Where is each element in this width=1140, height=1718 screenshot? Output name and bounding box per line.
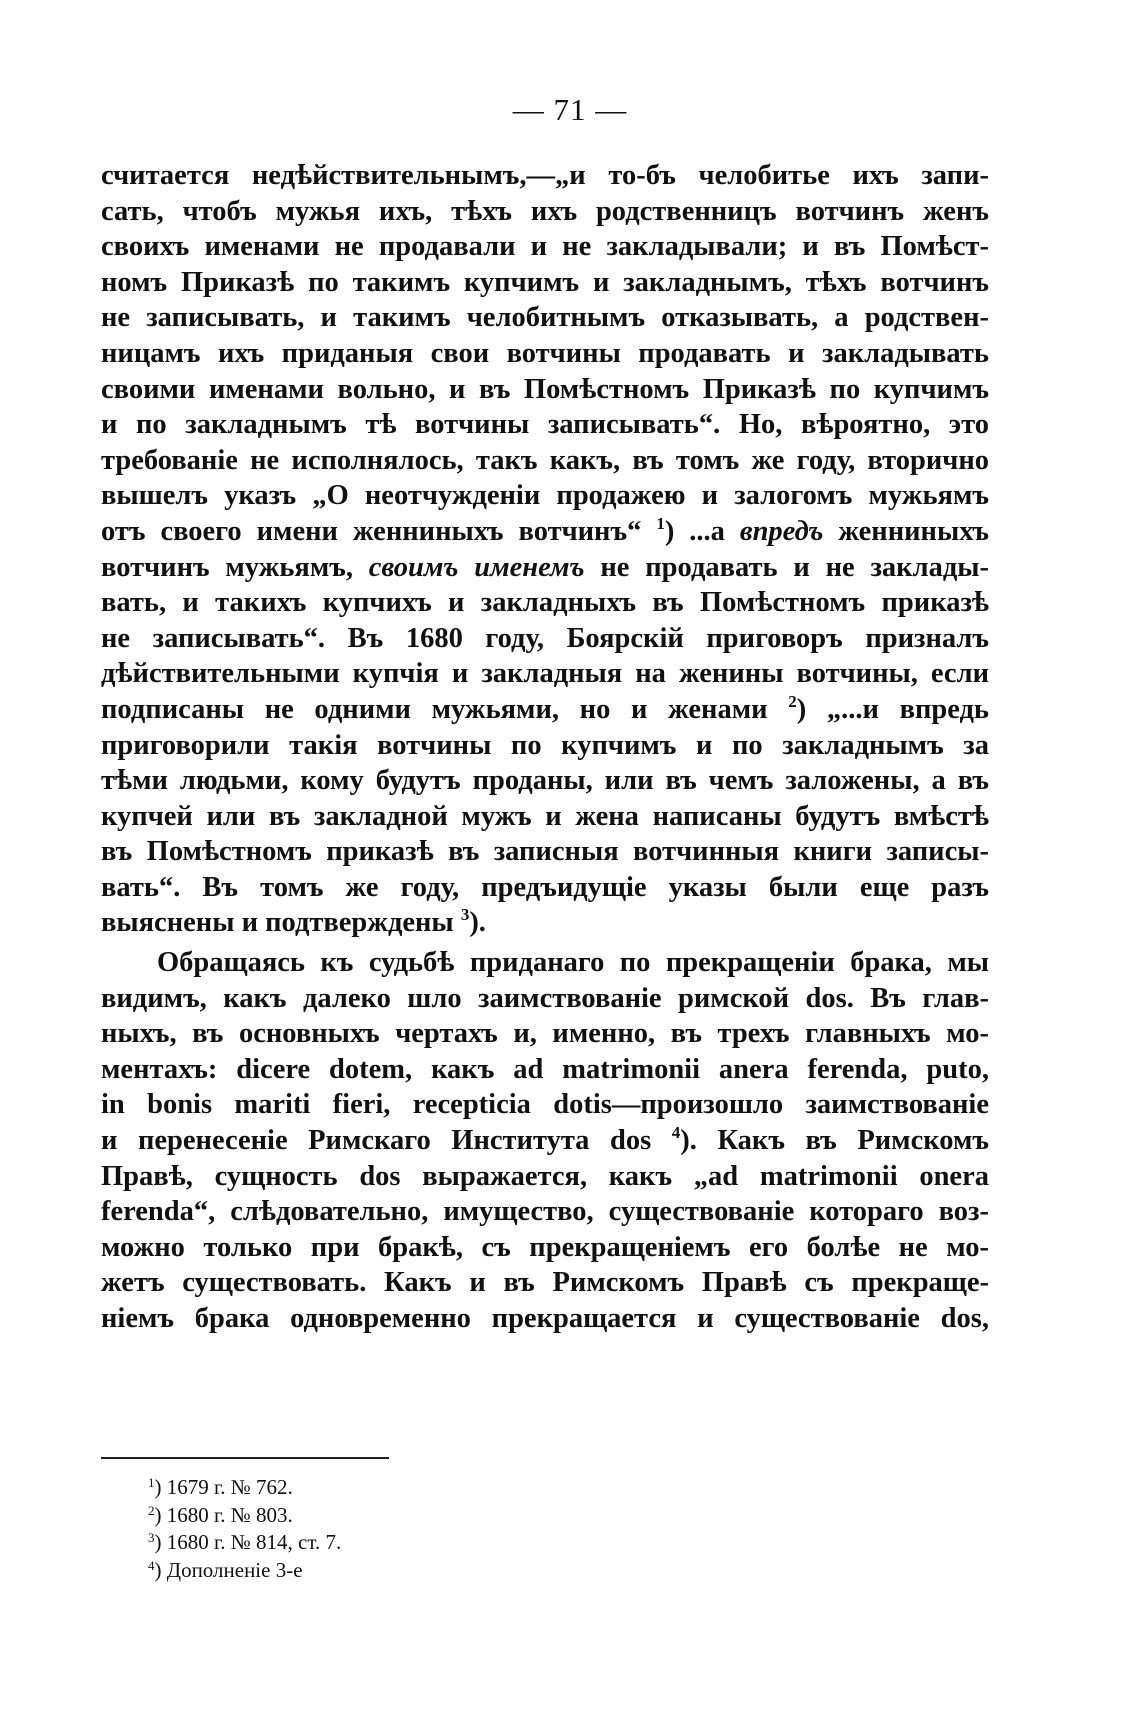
footnotes (148, 1474, 341, 1584)
text-line: ныхъ, въ основныхъ чертахъ и, именно, въ трехъ главныхъ мо- (101, 1018, 989, 1050)
text-segment: ) „...и впредь (796, 693, 990, 725)
footnote-mark: 3 (148, 1530, 155, 1545)
footnote-1 (148, 1474, 341, 1502)
text-line: и по закладнымъ тѣ вотчины записывать“. Но, вѣроятно, это (101, 409, 989, 441)
text-segment: вотчинъ мужьямъ, (101, 551, 353, 583)
footnote-text: ) 1679 г. № 762. (154, 1475, 293, 1499)
footnote-divider (101, 1457, 389, 1459)
page-number: — 71 — (512, 92, 628, 127)
text-line: ницамъ ихъ приданыя свои вотчины продавать и закладывать (101, 337, 989, 369)
paragraph-1 (101, 158, 989, 941)
paragraph-2 (101, 945, 989, 1337)
text-line: своими именами вольно, и въ Помѣстномъ Приказѣ по купчимъ (101, 373, 989, 405)
footnote-text: ) 1680 г. № 814, ст. 7. (154, 1530, 342, 1554)
text-line: можно только при бракѣ, съ прекращеніемъ его болѣе не мо- (101, 1231, 989, 1263)
footnote-2 (148, 1502, 341, 1530)
text-segment: ). (469, 907, 486, 939)
italic-text: своимъ именемъ (368, 551, 585, 583)
text-line: приговорили такія вотчины по купчимъ и по закладнымъ за (101, 729, 989, 761)
text-line: требованіе не исполнялось, такъ какъ, въ томъ же году, вторично (101, 444, 989, 476)
text-segment: отъ своего имени женниныхъ вотчинъ“ (101, 515, 642, 547)
text-line (101, 905, 989, 941)
text-segment: ). Какъ въ Римскомъ (680, 1125, 989, 1157)
main-text (101, 158, 989, 1337)
footnote-ref-3: 3 (460, 905, 470, 925)
italic-text: впредъ (739, 515, 824, 547)
text-line: сать, чтобъ мужья ихъ, тѣхъ ихъ родственницъ вотчинъ женъ (101, 195, 989, 227)
text-line: ніемъ брака одновременно прекращается и существованіе dos, (101, 1303, 989, 1334)
text-line: Правѣ, сущность dos выражается, какъ „ad matrimonii onera (101, 1160, 989, 1192)
text-line: своихъ именами не продавали и не закладывали; и въ Помѣст- (101, 231, 989, 263)
footnote-ref-2: 2 (788, 691, 797, 711)
text-line: считается недѣйствительнымъ,—„и то-бъ челобитье ихъ запи- (101, 160, 989, 191)
footnote-ref-4: 4 (671, 1123, 681, 1143)
text-line: дѣйствительными купчія и закладныя на женины вотчины, если (101, 658, 989, 690)
text-segment: не продавать и не заклады- (600, 551, 989, 583)
footnote-3 (148, 1529, 341, 1557)
footnote-ref-1: 1 (656, 513, 665, 533)
text-segment: ) ...а (664, 515, 725, 547)
text-segment: женниныхъ (838, 515, 990, 547)
text-segment: выяснены и подтверждены (101, 907, 454, 939)
text-line: in bonis mariti fieri, recepticia dotis—произошло заимствованіе (101, 1089, 989, 1121)
footnote-mark: 2 (148, 1502, 155, 1518)
text-line: вать, и такихъ купчихъ и закладныхъ въ Помѣстномъ приказѣ (101, 587, 989, 619)
text-segment: и перенесеніе Римскаго Института dos (101, 1125, 652, 1157)
footnote-text: ) 1680 г. № 803. (154, 1502, 293, 1527)
footnote-text: ) Дополненіе 3-е (154, 1557, 303, 1582)
text-line (101, 514, 989, 550)
text-line: ментахъ: dicere dotem, какъ ad matrimonii anera ferenda, puto, (101, 1053, 989, 1085)
text-segment: подписаны не одними мужьями, но и женами (101, 693, 768, 725)
text-line: жетъ существовать. Какъ и въ Римскомъ Правѣ съ прекраще- (101, 1267, 989, 1299)
text-line: въ Помѣстномъ приказѣ въ записныя вотчинныя книги записы- (101, 836, 989, 868)
text-line: не записывать“. Въ 1680 году, Боярскій приговоръ призналъ (101, 622, 989, 654)
text-line: тѣми людьми, кому будутъ проданы, или въ чемъ заложены, а въ (101, 765, 989, 797)
text-line: вышелъ указъ „О неотчужденіи продажею и залогомъ мужьямъ (101, 480, 989, 512)
footnote-mark: 1 (148, 1475, 155, 1490)
text-line: купчей или въ закладной мужъ и жена написаны будутъ вмѣстѣ (101, 800, 989, 832)
text-line: номъ Приказѣ по такимъ купчимъ и закладнымъ, тѣхъ вотчинъ (101, 266, 989, 298)
text-line (101, 1123, 989, 1159)
text-line (101, 550, 989, 586)
text-line: ferenda“, слѣдовательно, имущество, существованіе котораго воз- (101, 1196, 989, 1228)
text-line (101, 692, 989, 728)
footnote-4 (148, 1557, 341, 1585)
text-line: Обращаясь къ судьбѣ приданаго по прекращеніи брака, мы (157, 947, 989, 979)
text-line: не записывать, и такимъ челобитнымъ отказывать, а родствен- (101, 302, 989, 334)
footnote-mark: 4 (148, 1557, 155, 1573)
text-line: видимъ, какъ далеко шло заимствованіе римской dos. Въ глав- (101, 982, 989, 1014)
text-line: вать“. Въ томъ же году, предъидущіе указы были еще разъ (101, 871, 989, 903)
